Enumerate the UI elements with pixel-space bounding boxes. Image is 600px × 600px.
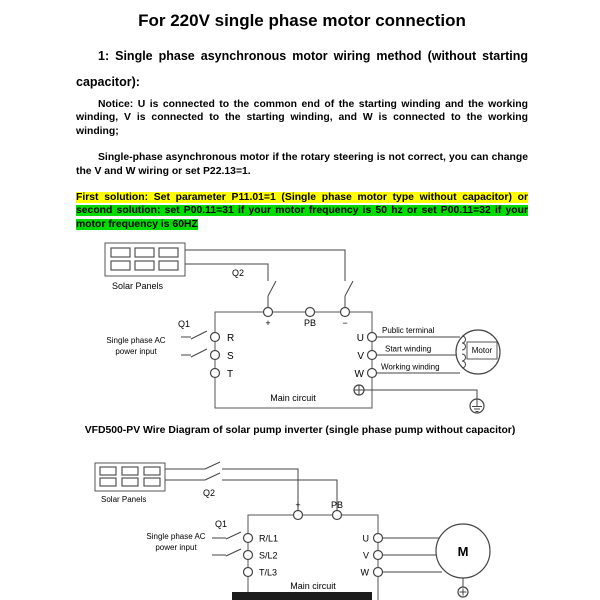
terminal-pb-label: PB [303, 318, 317, 328]
dc-wires [185, 250, 353, 307]
terminal-w-label: W [354, 369, 364, 380]
terminal-u-label: U [362, 533, 369, 544]
solution-paragraph [76, 191, 528, 231]
ground-wire [364, 390, 477, 399]
terminal-s-l2 [244, 551, 253, 560]
main-circuit-label: Main circuit [290, 581, 336, 591]
terminal-t-l3-label: T/L3 [259, 567, 278, 578]
output-terminals [368, 333, 377, 378]
terminal-minus [341, 308, 350, 317]
dc-wires [165, 462, 337, 511]
terminal-t-label: T [227, 369, 234, 380]
ac-input-label-line1: Single phase AC [106, 336, 166, 345]
terminal-plus [294, 511, 303, 520]
terminal-minus-label: − [342, 318, 348, 328]
terminal-s-label: S [227, 351, 234, 362]
terminal-r-l1 [244, 534, 253, 543]
solar-panel-array-icon [95, 463, 165, 491]
terminal-w [368, 369, 377, 378]
terminal-v-label: V [357, 351, 364, 362]
terminal-s-l2-label: S/L2 [259, 550, 278, 561]
wiring-diagram-1 [0, 236, 600, 426]
terminal-s [211, 351, 220, 360]
figure-caption: VFD500-PV Wire Diagram of solar pump inverter (single phase pump without capacitor) [84, 425, 516, 436]
working-winding-label: Working winding [381, 362, 440, 372]
solar-panels-label: Solar Panels [112, 281, 164, 291]
terminal-r-label: R [227, 333, 235, 344]
solution-first-highlight: First solution: Set parameter P11.01=1 (Single phase motor type without capacitor) or [76, 192, 528, 204]
terminal-v [368, 351, 377, 360]
terminal-w-label: W [360, 567, 369, 578]
page-title: For 220V single phase motor connection [138, 11, 466, 30]
q1-breaker-label: Q1 [177, 319, 191, 329]
input-terminals [211, 333, 220, 378]
earth-ground-icon [458, 587, 468, 597]
terminal-pb [306, 308, 315, 317]
steering-paragraph: Single-phase asynchronous motor if the rotary steering is not correct, you can change the V and W wiring or set P22.13=1. [76, 152, 528, 177]
ac-input-label-line1: Single phase AC [146, 532, 206, 541]
terminal-v-label: V [362, 550, 369, 561]
public-terminal-label: Public terminal [382, 326, 435, 335]
terminal-u-label: U [356, 333, 364, 344]
q1-switch [212, 532, 241, 556]
input-terminals [244, 534, 253, 577]
motor-label: M [457, 544, 469, 559]
motor-symbol [436, 524, 490, 578]
terminal-w [374, 568, 383, 577]
q1-breaker-label: Q1 [214, 519, 228, 529]
text-block [76, 6, 528, 231]
motor-symbol [456, 330, 500, 374]
ac-input-label-line2: power input [115, 347, 157, 356]
terminal-t [211, 369, 220, 378]
motor-label: Motor [471, 346, 493, 355]
terminal-t-l3 [244, 568, 253, 577]
earth-ground-icon [470, 399, 484, 413]
notice-paragraph: Notice: U is connected to the common end of the starting winding and the working winding, V is connected to the starting winding, and W is connected to the working winding; [76, 99, 528, 137]
output-terminals [374, 534, 383, 577]
section-heading: 1: Single phase asynchronous motor wiring method (without starting capacitor): [76, 49, 528, 89]
q1-switch [181, 331, 207, 357]
terminal-plus [264, 308, 273, 317]
wiring-diagram-2 [0, 455, 600, 600]
q2-breaker-label: Q2 [231, 268, 245, 278]
pe-terminal-icon [354, 385, 364, 395]
bottom-cutoff-bar [232, 592, 372, 600]
start-winding-label: Start winding [385, 344, 432, 354]
terminal-u [368, 333, 377, 342]
terminal-r [211, 333, 220, 342]
solution-second-highlight: second solution: set P00.11=31 if your motor frequency is 50 hz or set P00.11=32 if your motor frequency is 60HZ [76, 205, 528, 230]
solar-panels-label: Solar Panels [101, 495, 147, 504]
main-circuit-label: Main circuit [270, 393, 316, 403]
terminal-plus-label: + [295, 500, 301, 510]
terminal-pb [333, 511, 342, 520]
solar-panel-array-icon [105, 243, 185, 276]
terminal-r-l1-label: R/L1 [259, 533, 279, 544]
terminal-plus-label: + [265, 318, 271, 328]
terminal-v [374, 551, 383, 560]
ac-input-label-line2: power input [155, 543, 197, 552]
terminal-u [374, 534, 383, 543]
terminal-pb-label: PB [330, 500, 344, 510]
q2-breaker-label: Q2 [202, 488, 216, 498]
